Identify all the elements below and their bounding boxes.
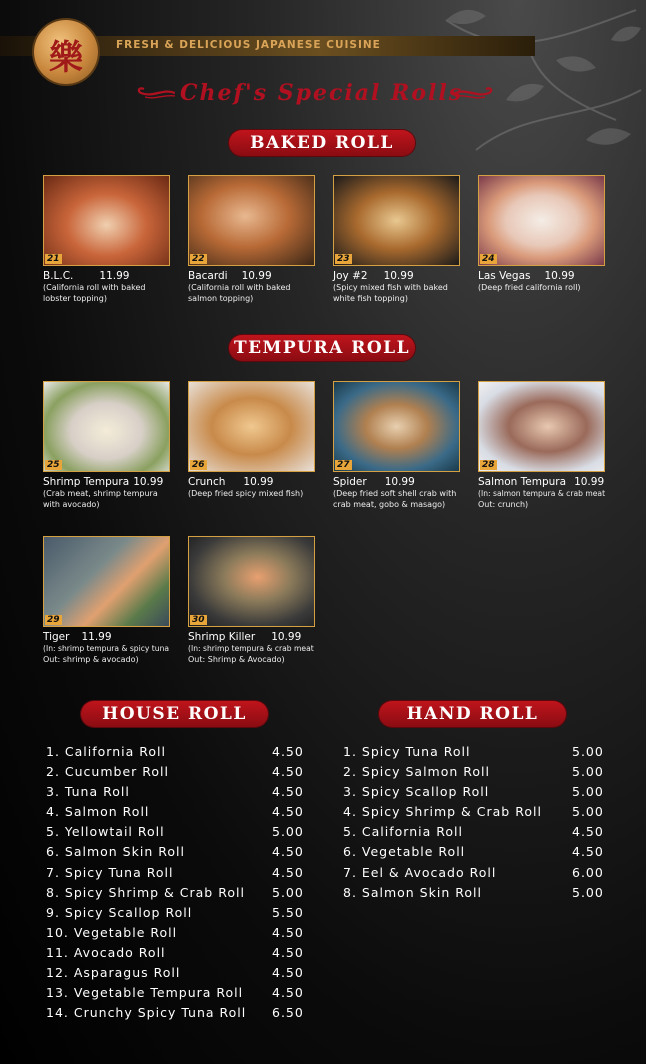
item-label: 6. Salmon Skin Roll [46, 844, 185, 860]
item-label: 5. Yellowtail Roll [46, 824, 165, 840]
menu-item-27[interactable] [333, 381, 460, 510]
list-item[interactable] [343, 804, 605, 824]
item-price: 5.00 [572, 744, 604, 759]
item-name: Tiger [43, 631, 70, 643]
item-label: 8. Salmon Skin Roll [343, 884, 482, 900]
item-number: 29 [47, 615, 60, 625]
item-price: 4.50 [272, 804, 304, 820]
list-item[interactable] [46, 844, 308, 864]
item-number: 30 [192, 615, 205, 625]
item-label: 14. Crunchy Spicy Tuna Roll [46, 1005, 247, 1021]
list-item[interactable] [46, 865, 308, 885]
dish-photo [188, 175, 315, 266]
item-name: Bacardi [188, 270, 228, 282]
item-desc-line1: (California roll with baked [188, 283, 291, 292]
item-desc-line1: (In: shrimp tempura & spicy tuna [43, 644, 170, 653]
item-price: 5.00 [272, 824, 304, 840]
item-number: 21 [47, 254, 60, 264]
dish-photo [188, 536, 315, 627]
tempura-roll-heading: TEMPURA ROLL [229, 335, 415, 361]
item-price: 4.50 [272, 744, 304, 759]
item-price: 11.99 [99, 270, 130, 282]
item-price: 4.50 [272, 924, 304, 940]
item-price: 4.50 [272, 965, 304, 981]
item-price: 4.50 [272, 764, 304, 780]
item-price: 4.50 [272, 944, 304, 960]
item-desc-line1: (Deep fried spicy mixed fish) [188, 489, 304, 498]
item-price: 10.99 [383, 270, 414, 282]
menu-item-26[interactable] [188, 381, 315, 499]
list-item[interactable] [343, 865, 605, 885]
item-label: 2. Spicy Salmon Roll [343, 764, 490, 780]
list-item[interactable] [46, 885, 308, 905]
item-number: 24 [482, 254, 495, 264]
item-desc-line1: (California roll with baked [43, 283, 146, 292]
menu-item-29[interactable] [43, 536, 170, 665]
item-price: 4.50 [272, 985, 304, 1001]
menu-item-22[interactable] [188, 175, 315, 304]
left-swirl-icon [135, 86, 175, 100]
menu-item-30[interactable] [188, 536, 315, 665]
item-price: 10.99 [271, 631, 302, 643]
item-label: 6. Vegetable Roll [343, 844, 466, 860]
item-price: 5.00 [572, 784, 604, 800]
item-name: Joy #2 [333, 270, 368, 282]
item-label: 4. Salmon Roll [46, 804, 150, 820]
item-desc-line2: Out: shrimp & avocado) [43, 655, 139, 664]
item-number: 22 [192, 254, 205, 264]
list-item[interactable] [343, 764, 605, 784]
dish-photo [188, 381, 315, 472]
item-price: 5.00 [572, 804, 604, 820]
item-desc-line2: lobster topping) [43, 294, 107, 303]
item-price: 4.50 [272, 844, 304, 860]
item-number: 26 [192, 460, 205, 470]
item-price: 4.50 [272, 784, 304, 800]
item-name: Las Vegas [478, 270, 531, 282]
item-desc-line1: (Deep fried soft shell crab with [333, 489, 457, 498]
item-label: 13. Vegetable Tempura Roll [46, 985, 244, 1001]
menu-item-25[interactable] [43, 381, 170, 510]
item-price: 6.50 [272, 1005, 304, 1021]
item-desc-line2: white fish topping) [333, 294, 408, 303]
list-item[interactable] [343, 744, 605, 764]
item-price: 4.50 [572, 824, 604, 840]
item-price: 10.99 [544, 270, 575, 282]
menu-item-28[interactable] [478, 381, 605, 510]
item-price: 10.99 [574, 476, 605, 488]
logo [34, 20, 98, 84]
item-name: Crunch [188, 476, 226, 488]
item-price: 4.50 [272, 864, 304, 880]
dish-photo [333, 175, 460, 266]
item-number: 23 [337, 254, 350, 264]
item-label: 10. Vegetable Roll [46, 924, 178, 940]
item-label: 7. Spicy Tuna Roll [46, 864, 174, 880]
logo-glyph: 樂 [49, 38, 83, 78]
list-item[interactable] [343, 784, 605, 804]
dish-photo [478, 175, 605, 266]
list-item[interactable] [46, 784, 308, 804]
dish-photo [43, 381, 170, 472]
list-item[interactable] [46, 965, 308, 985]
item-desc-line2: crab meat, gobo & masago) [333, 500, 446, 509]
item-label: 3. Tuna Roll [46, 784, 130, 800]
item-desc-line1: (Deep fried california roll) [478, 283, 581, 292]
list-item[interactable] [46, 925, 308, 945]
tagline: FRESH & DELICIOUS JAPANESE CUISINE [116, 39, 381, 51]
list-item[interactable] [46, 824, 308, 844]
item-desc-line2: salmon topping) [188, 294, 254, 303]
item-label: 9. Spicy Scallop Roll [46, 904, 193, 920]
item-number: 28 [482, 460, 495, 470]
list-item[interactable] [343, 824, 605, 844]
right-swirl-icon [455, 86, 495, 100]
item-price: 10.99 [241, 270, 272, 282]
item-desc-line1: (In: salmon tempura & crab meat [478, 489, 606, 498]
item-desc-line2: Out: crunch) [478, 500, 529, 509]
item-label: 4. Spicy Shrimp & Crab Roll [343, 804, 542, 820]
item-price: 5.00 [272, 884, 304, 900]
menu-item-24[interactable] [478, 175, 605, 293]
item-label: 7. Eel & Avocado Roll [343, 864, 497, 880]
list-item[interactable] [343, 844, 605, 864]
item-price: 11.99 [81, 631, 112, 643]
item-price: 5.00 [572, 884, 604, 900]
item-label: 1. Spicy Tuna Roll [343, 744, 471, 759]
item-price: 6.00 [572, 864, 604, 880]
item-label: 8. Spicy Shrimp & Crab Roll [46, 884, 245, 900]
list-item[interactable] [46, 985, 308, 1005]
item-desc-line1: (Spicy mixed fish with baked [333, 283, 448, 292]
page-title: Chef's Special Rolls [180, 80, 464, 106]
hand-roll-list [343, 744, 605, 905]
list-item[interactable] [46, 744, 308, 764]
item-price: 10.99 [133, 476, 164, 488]
item-label: 12. Asparagus Roll [46, 965, 181, 981]
item-label: 5. California Roll [343, 824, 463, 840]
item-desc-line2: Out: Shrimp & Avocado) [188, 655, 285, 664]
item-desc-line1: (Crab meat, shrimp tempura [43, 489, 158, 498]
item-name: Salmon Tempura [478, 476, 567, 488]
item-label: 2. Cucumber Roll [46, 764, 169, 780]
item-label: 3. Spicy Scallop Roll [343, 784, 490, 800]
dish-photo [43, 175, 170, 266]
hand-roll-heading: HAND ROLL [379, 701, 566, 727]
item-name: B.L.C. [43, 270, 74, 282]
list-item[interactable] [46, 804, 308, 824]
item-desc-line1: (In: shrimp tempura & crab meat [188, 644, 314, 653]
house-roll-heading: HOUSE ROLL [81, 701, 268, 727]
item-name: Spider [333, 476, 367, 488]
list-item[interactable] [343, 885, 605, 905]
list-item[interactable] [46, 1005, 308, 1025]
item-name: Shrimp Tempura [43, 476, 130, 488]
item-price: 4.50 [572, 844, 604, 860]
item-price: 5.50 [272, 904, 304, 920]
list-item[interactable] [46, 945, 308, 965]
list-item[interactable] [46, 764, 308, 784]
item-number: 25 [47, 460, 60, 470]
list-item[interactable] [46, 905, 308, 925]
dish-photo [43, 536, 170, 627]
item-price: 10.99 [243, 476, 274, 488]
house-roll-list [46, 744, 308, 1025]
menu-item-23[interactable] [333, 175, 460, 304]
item-desc-line2: with avocado) [43, 500, 100, 509]
item-price: 10.99 [384, 476, 415, 488]
dish-photo [478, 381, 605, 472]
dish-photo [333, 381, 460, 472]
item-price: 5.00 [572, 764, 604, 780]
item-label: 11. Avocado Roll [46, 944, 166, 960]
item-label: 1. California Roll [46, 744, 166, 759]
item-number: 27 [337, 460, 350, 470]
menu-item-21[interactable] [43, 175, 170, 304]
item-name: Shrimp Killer [188, 631, 256, 643]
baked-roll-heading: BAKED ROLL [229, 130, 415, 156]
